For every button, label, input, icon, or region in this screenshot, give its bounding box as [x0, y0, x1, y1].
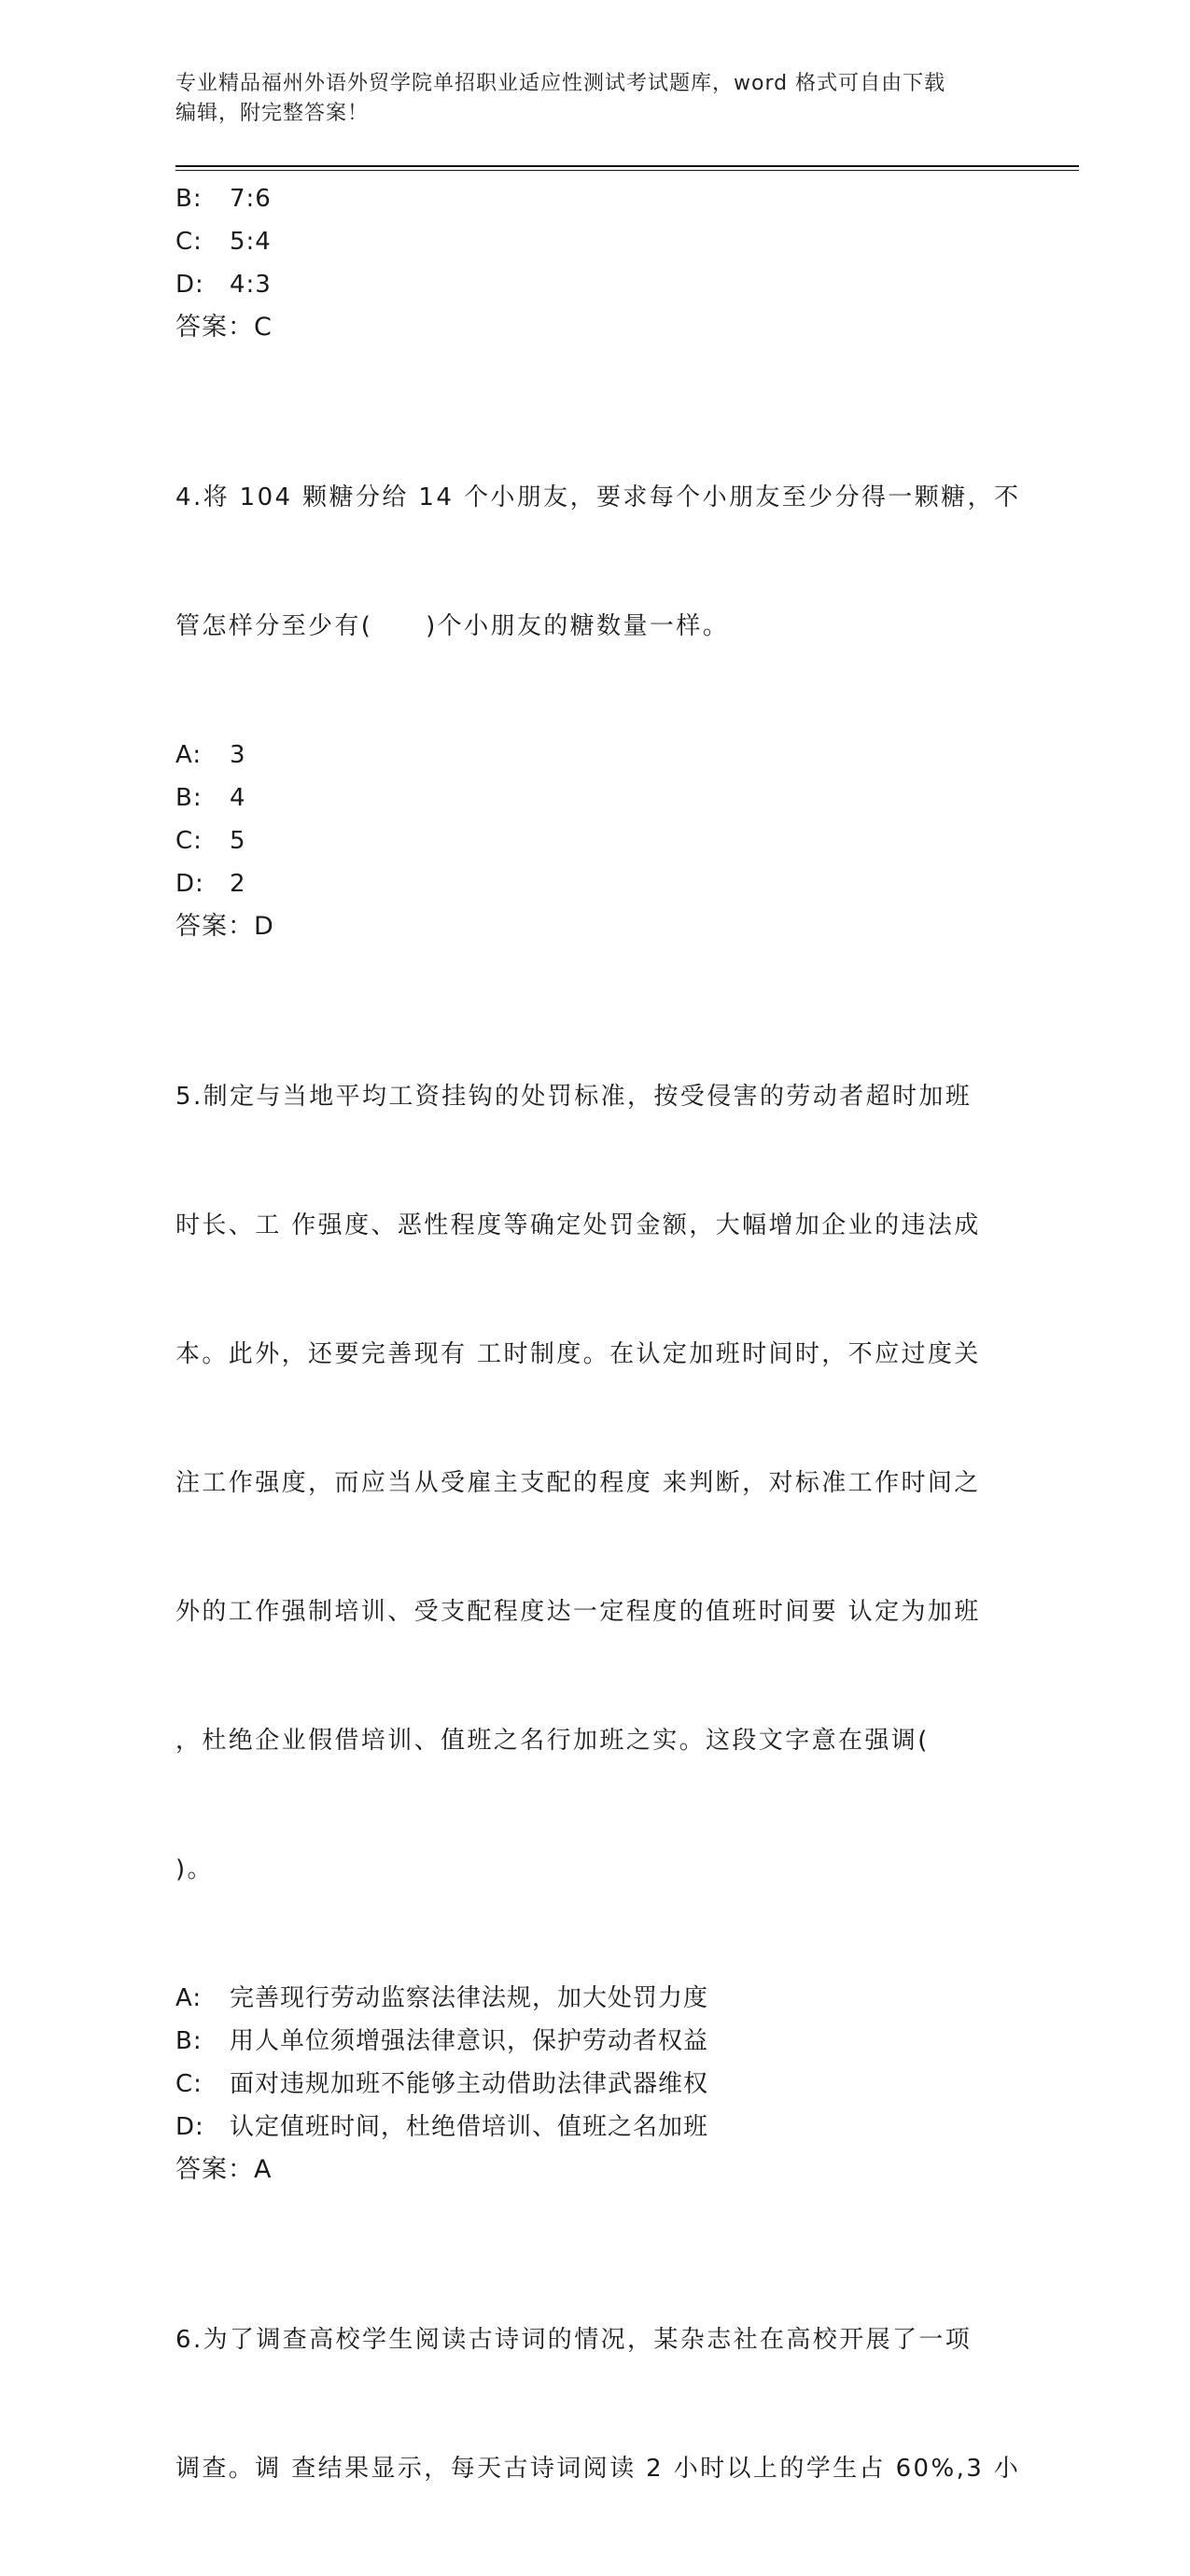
option-row [175, 263, 1015, 306]
option-letter: C: [175, 827, 203, 855]
option-row [175, 1977, 1015, 2020]
question-4-stem [175, 390, 1021, 734]
spacer [175, 2191, 1015, 2233]
question-line: 5.制定与当地平均工资挂钩的处罚标准，按受侵害的劳动者超时加班 [175, 1083, 973, 1111]
option-letter: B: [175, 784, 203, 812]
header-line-1: 专业精品福州外语外贸学院单招职业适应性测试考试题库，word 格式可自由下载 [175, 72, 946, 95]
question-6-stem [175, 2233, 1021, 2576]
option-letter: A: [175, 741, 203, 769]
option-text: 5 [230, 827, 246, 855]
option-text: 用人单位须增强法律意识，保护劳动者权益 [230, 2027, 709, 2055]
option-row [175, 220, 1015, 263]
option-text: 完善现行劳动监察法律法规，加大处罚力度 [230, 1984, 709, 2012]
option-letter: B: [175, 185, 203, 213]
question-5-options [175, 1977, 1015, 2149]
option-letter: D: [175, 2113, 204, 2141]
option-text: 4:3 [230, 271, 272, 299]
option-text: 4 [230, 784, 246, 812]
option-letter: B: [175, 2027, 203, 2055]
option-row [175, 777, 1015, 819]
question-line: 注工作强度，而应当从受雇主支配的程度 来判断，对标准工作时间之 [175, 1469, 981, 1497]
question-line: ，杜绝企业假借培训、值班之名行加班之实。这段文字意在强调( [175, 1727, 930, 1755]
spacer [175, 948, 1015, 989]
option-row [175, 2106, 1015, 2149]
question-5-stem [175, 989, 1015, 1977]
option-letter: D: [175, 271, 204, 299]
option-row [175, 819, 1015, 862]
question-5-answer: 答案：A [175, 2155, 273, 2184]
option-text: 5:4 [230, 228, 272, 256]
question-line: )。 [175, 1855, 214, 1883]
option-text: 认定值班时间，杜绝借培训、值班之名加班 [230, 2113, 709, 2141]
header-line-2: 编辑，附完整答案！ [175, 102, 370, 125]
option-letter: A: [175, 1984, 203, 2012]
option-letter: C: [175, 2070, 203, 2098]
option-letter: D: [175, 870, 204, 898]
option-letter: C: [175, 228, 203, 256]
option-row [175, 2020, 1015, 2063]
question-line: 管怎样分至少有( )个小朋友的糖数量一样。 [175, 612, 730, 640]
question-line: 6.为了调查高校学生阅读古诗词的情况，某杂志社在高校开展了一项 [175, 2326, 973, 2354]
spacer [175, 349, 1015, 390]
option-text: 3 [230, 741, 246, 769]
question-4-options [175, 734, 1015, 905]
header-divider-thin [175, 170, 1079, 171]
question-line: 外的工作强制培训、受支配程度达一定程度的值班时间要 认定为加班 [175, 1598, 981, 1626]
option-text: 2 [230, 870, 246, 898]
question-line: 调查。调 查结果显示，每天古诗词阅读 2 小时以上的学生占 60%,3 小 [175, 2455, 1021, 2483]
question-line: 4.将 104 颗糖分给 14 个小朋友，要求每个小朋友至少分得一颗糖，不 [175, 483, 1021, 511]
option-row [175, 734, 1015, 777]
question-3-answer: 答案：C [175, 313, 273, 342]
question-4-answer: 答案：D [175, 912, 274, 941]
option-row [175, 862, 1015, 905]
question-line: 本。此外，还要完善现有 工时制度。在认定加班时间时，不应过度关 [175, 1340, 981, 1368]
header-divider-thick [175, 165, 1079, 167]
question-3-options [175, 177, 1015, 306]
question-line: 时长、工 作强度、恶性程度等确定处罚金额，大幅增加企业的违法成 [175, 1211, 981, 1239]
option-text: 7:6 [230, 185, 272, 213]
option-row [175, 177, 1015, 220]
document-body [175, 177, 1021, 2576]
page-header [175, 69, 1015, 129]
option-row [175, 2063, 1015, 2106]
option-text: 面对违规加班不能够主动借助法律武器维权 [230, 2070, 709, 2098]
